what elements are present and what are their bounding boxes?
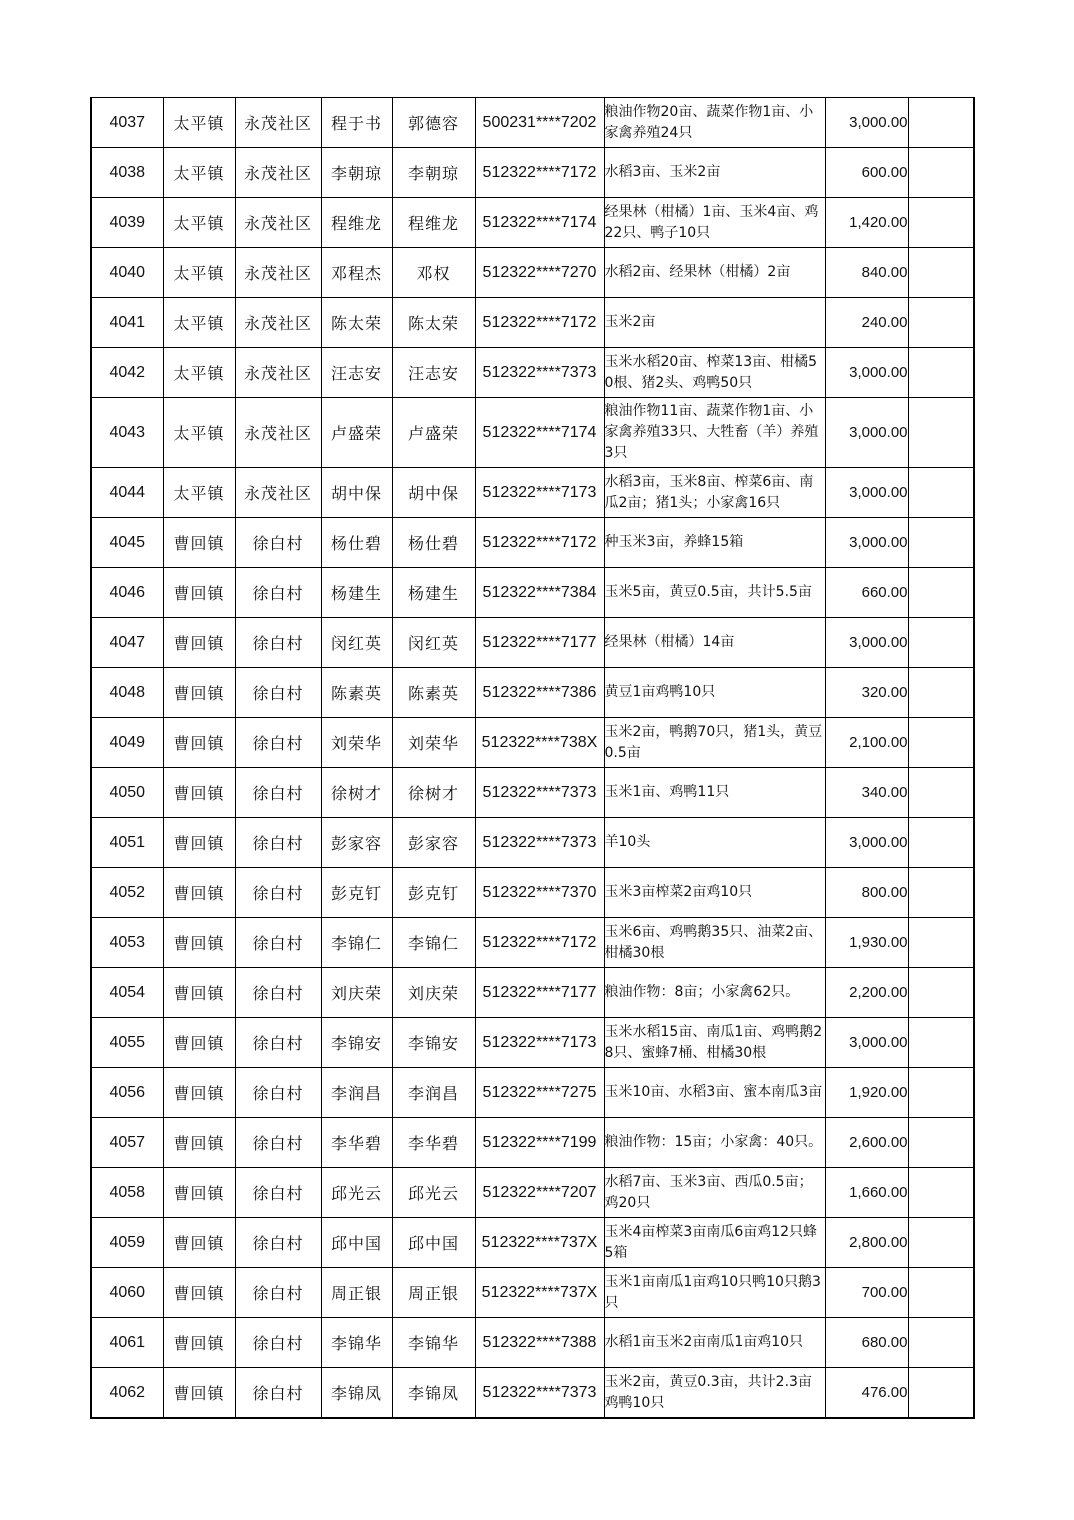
payee-cell: 徐树才 — [392, 768, 475, 818]
table-row — [91, 1118, 974, 1168]
payee-cell: 周正银 — [392, 1268, 475, 1318]
payee-cell: 李润昌 — [392, 1068, 475, 1118]
village-cell: 永茂社区 — [235, 468, 321, 518]
payee-cell: 胡中保 — [392, 468, 475, 518]
id-number-cell: 512322****7172 — [475, 518, 604, 568]
amount-cell: 340.00 — [825, 768, 908, 818]
town-cell: 曹回镇 — [163, 1118, 235, 1168]
town-cell: 曹回镇 — [163, 1318, 235, 1368]
description-cell: 粮油作物：8亩；小家禽62只。 — [604, 968, 825, 1018]
town-cell: 曹回镇 — [163, 518, 235, 568]
description-cell: 水稻1亩玉米2亩南瓜1亩鸡10只 — [604, 1318, 825, 1368]
payee-cell: 李锦安 — [392, 1018, 475, 1068]
subsidy-table — [90, 97, 975, 1419]
blank-cell — [908, 398, 974, 468]
description-cell: 玉米2亩 — [604, 298, 825, 348]
row-number: 4042 — [91, 348, 163, 398]
amount-cell: 3,000.00 — [825, 618, 908, 668]
row-number: 4057 — [91, 1118, 163, 1168]
row-number: 4038 — [91, 148, 163, 198]
table-row — [91, 618, 974, 668]
name-cell: 周正银 — [321, 1268, 392, 1318]
amount-cell: 1,420.00 — [825, 198, 908, 248]
name-cell: 刘庆荣 — [321, 968, 392, 1018]
name-cell: 陈太荣 — [321, 298, 392, 348]
description-cell: 羊10头 — [604, 818, 825, 868]
name-cell: 邓程杰 — [321, 248, 392, 298]
id-number-cell: 512322****738X — [475, 718, 604, 768]
town-cell: 太平镇 — [163, 468, 235, 518]
name-cell: 刘荣华 — [321, 718, 392, 768]
amount-cell: 840.00 — [825, 248, 908, 298]
description-cell: 玉米10亩、水稻3亩、蜜本南瓜3亩 — [604, 1068, 825, 1118]
description-cell: 玉米1亩、鸡鸭11只 — [604, 768, 825, 818]
table-row — [91, 668, 974, 718]
name-cell: 李锦凤 — [321, 1368, 392, 1419]
amount-cell: 476.00 — [825, 1368, 908, 1419]
id-number-cell: 512322****7172 — [475, 148, 604, 198]
id-number-cell: 512322****7275 — [475, 1068, 604, 1118]
town-cell: 曹回镇 — [163, 1268, 235, 1318]
payee-cell: 杨仕碧 — [392, 518, 475, 568]
table-row — [91, 718, 974, 768]
table-row — [91, 148, 974, 198]
village-cell: 永茂社区 — [235, 398, 321, 468]
payee-cell: 李锦凤 — [392, 1368, 475, 1419]
name-cell: 李锦仁 — [321, 918, 392, 968]
village-cell: 徐白村 — [235, 518, 321, 568]
name-cell: 卢盛荣 — [321, 398, 392, 468]
blank-cell — [908, 1118, 974, 1168]
name-cell: 杨仕碧 — [321, 518, 392, 568]
description-cell: 种玉米3亩，养蜂15箱 — [604, 518, 825, 568]
table-row — [91, 1018, 974, 1068]
table-row — [91, 98, 974, 148]
id-number-cell: 512322****7172 — [475, 918, 604, 968]
town-cell: 太平镇 — [163, 198, 235, 248]
payee-cell: 彭克钉 — [392, 868, 475, 918]
village-cell: 徐白村 — [235, 618, 321, 668]
village-cell: 徐白村 — [235, 918, 321, 968]
description-cell: 玉米水稻20亩、榨菜13亩、柑橘50根、猪2头、鸡鸭50只 — [604, 348, 825, 398]
description-cell: 水稻2亩、经果林（柑橘）2亩 — [604, 248, 825, 298]
description-cell: 粮油作物：15亩；小家禽：40只。 — [604, 1118, 825, 1168]
id-number-cell: 512322****7388 — [475, 1318, 604, 1368]
description-cell: 玉米5亩，黄豆0.5亩，共计5.5亩 — [604, 568, 825, 618]
row-number: 4049 — [91, 718, 163, 768]
payee-cell: 刘庆荣 — [392, 968, 475, 1018]
town-cell: 曹回镇 — [163, 1368, 235, 1419]
name-cell: 徐树才 — [321, 768, 392, 818]
amount-cell: 2,800.00 — [825, 1218, 908, 1268]
payee-cell: 汪志安 — [392, 348, 475, 398]
village-cell: 徐白村 — [235, 818, 321, 868]
amount-cell: 680.00 — [825, 1318, 908, 1368]
village-cell: 永茂社区 — [235, 98, 321, 148]
description-cell: 玉米2亩，鸭鹅70只，猪1头，黄豆0.5亩 — [604, 718, 825, 768]
table-row — [91, 1318, 974, 1368]
id-number-cell: 512322****7370 — [475, 868, 604, 918]
blank-cell — [908, 1368, 974, 1419]
name-cell: 程于书 — [321, 98, 392, 148]
village-cell: 徐白村 — [235, 668, 321, 718]
town-cell: 曹回镇 — [163, 918, 235, 968]
id-number-cell: 512322****7384 — [475, 568, 604, 618]
amount-cell: 3,000.00 — [825, 468, 908, 518]
name-cell: 陈素英 — [321, 668, 392, 718]
id-number-cell: 512322****7373 — [475, 1368, 604, 1419]
row-number: 4053 — [91, 918, 163, 968]
table-row — [91, 298, 974, 348]
name-cell: 李朝琼 — [321, 148, 392, 198]
town-cell: 太平镇 — [163, 348, 235, 398]
village-cell: 徐白村 — [235, 768, 321, 818]
blank-cell — [908, 668, 974, 718]
row-number: 4058 — [91, 1168, 163, 1218]
village-cell: 徐白村 — [235, 868, 321, 918]
row-number: 4056 — [91, 1068, 163, 1118]
village-cell: 永茂社区 — [235, 148, 321, 198]
amount-cell: 320.00 — [825, 668, 908, 718]
village-cell: 徐白村 — [235, 1118, 321, 1168]
town-cell: 曹回镇 — [163, 868, 235, 918]
row-number: 4037 — [91, 98, 163, 148]
name-cell: 李锦华 — [321, 1318, 392, 1368]
payee-cell: 陈素英 — [392, 668, 475, 718]
amount-cell: 3,000.00 — [825, 348, 908, 398]
id-number-cell: 512322****7199 — [475, 1118, 604, 1168]
description-cell: 水稻3亩，玉米8亩、榨菜6亩、南瓜2亩；猪1头；小家禽16只 — [604, 468, 825, 518]
id-number-cell: 512322****7177 — [475, 618, 604, 668]
id-number-cell: 512322****7270 — [475, 248, 604, 298]
table-row — [91, 968, 974, 1018]
amount-cell: 2,100.00 — [825, 718, 908, 768]
blank-cell — [908, 248, 974, 298]
id-number-cell: 512322****7172 — [475, 298, 604, 348]
payee-cell: 闵红英 — [392, 618, 475, 668]
row-number: 4039 — [91, 198, 163, 248]
town-cell: 太平镇 — [163, 398, 235, 468]
name-cell: 汪志安 — [321, 348, 392, 398]
town-cell: 曹回镇 — [163, 618, 235, 668]
description-cell: 玉米6亩、鸡鸭鹅35只、油菜2亩、柑橘30根 — [604, 918, 825, 968]
row-number: 4059 — [91, 1218, 163, 1268]
id-number-cell: 512322****7207 — [475, 1168, 604, 1218]
table-row — [91, 1218, 974, 1268]
table-row — [91, 568, 974, 618]
village-cell: 徐白村 — [235, 568, 321, 618]
table-row — [91, 348, 974, 398]
village-cell: 永茂社区 — [235, 198, 321, 248]
row-number: 4044 — [91, 468, 163, 518]
amount-cell: 2,200.00 — [825, 968, 908, 1018]
village-cell: 永茂社区 — [235, 298, 321, 348]
town-cell: 曹回镇 — [163, 668, 235, 718]
name-cell: 闵红英 — [321, 618, 392, 668]
row-number: 4052 — [91, 868, 163, 918]
town-cell: 曹回镇 — [163, 1218, 235, 1268]
blank-cell — [908, 1068, 974, 1118]
name-cell: 邱中国 — [321, 1218, 392, 1268]
payee-cell: 卢盛荣 — [392, 398, 475, 468]
town-cell: 太平镇 — [163, 148, 235, 198]
name-cell: 李锦安 — [321, 1018, 392, 1068]
id-number-cell: 512322****7373 — [475, 768, 604, 818]
blank-cell — [908, 348, 974, 398]
table-row — [91, 398, 974, 468]
table-row — [91, 768, 974, 818]
amount-cell: 1,660.00 — [825, 1168, 908, 1218]
blank-cell — [908, 868, 974, 918]
amount-cell: 660.00 — [825, 568, 908, 618]
town-cell: 曹回镇 — [163, 768, 235, 818]
payee-cell: 杨建生 — [392, 568, 475, 618]
name-cell: 胡中保 — [321, 468, 392, 518]
name-cell: 杨建生 — [321, 568, 392, 618]
id-number-cell: 512322****7174 — [475, 398, 604, 468]
village-cell: 徐白村 — [235, 1068, 321, 1118]
name-cell: 彭克钉 — [321, 868, 392, 918]
town-cell: 曹回镇 — [163, 1168, 235, 1218]
blank-cell — [908, 518, 974, 568]
town-cell: 太平镇 — [163, 98, 235, 148]
amount-cell: 3,000.00 — [825, 818, 908, 868]
blank-cell — [908, 718, 974, 768]
id-number-cell: 512322****7373 — [475, 348, 604, 398]
name-cell: 程维龙 — [321, 198, 392, 248]
table-row — [91, 918, 974, 968]
blank-cell — [908, 1268, 974, 1318]
blank-cell — [908, 568, 974, 618]
name-cell: 李润昌 — [321, 1068, 392, 1118]
town-cell: 曹回镇 — [163, 968, 235, 1018]
payee-cell: 彭家容 — [392, 818, 475, 868]
blank-cell — [908, 98, 974, 148]
table-row — [91, 248, 974, 298]
table-row — [91, 1268, 974, 1318]
amount-cell: 3,000.00 — [825, 98, 908, 148]
table-body — [91, 98, 974, 1419]
id-number-cell: 512322****7386 — [475, 668, 604, 718]
table-row — [91, 1068, 974, 1118]
town-cell: 曹回镇 — [163, 718, 235, 768]
payee-cell: 邱中国 — [392, 1218, 475, 1268]
row-number: 4062 — [91, 1368, 163, 1419]
payee-cell: 陈太荣 — [392, 298, 475, 348]
payee-cell: 郭德容 — [392, 98, 475, 148]
name-cell: 李华碧 — [321, 1118, 392, 1168]
description-cell: 粮油作物20亩、蔬菜作物1亩、小家禽养殖24只 — [604, 98, 825, 148]
amount-cell: 700.00 — [825, 1268, 908, 1318]
row-number: 4050 — [91, 768, 163, 818]
amount-cell: 3,000.00 — [825, 1018, 908, 1068]
blank-cell — [908, 1218, 974, 1268]
town-cell: 曹回镇 — [163, 818, 235, 868]
payee-cell: 程维龙 — [392, 198, 475, 248]
blank-cell — [908, 618, 974, 668]
description-cell: 水稻3亩、玉米2亩 — [604, 148, 825, 198]
table-row — [91, 868, 974, 918]
id-number-cell: 512322****7177 — [475, 968, 604, 1018]
name-cell: 彭家容 — [321, 818, 392, 868]
town-cell: 曹回镇 — [163, 1068, 235, 1118]
amount-cell: 240.00 — [825, 298, 908, 348]
row-number: 4046 — [91, 568, 163, 618]
village-cell: 徐白村 — [235, 1368, 321, 1419]
payee-cell: 李朝琼 — [392, 148, 475, 198]
blank-cell — [908, 768, 974, 818]
id-number-cell: 512322****7173 — [475, 1018, 604, 1068]
town-cell: 太平镇 — [163, 298, 235, 348]
blank-cell — [908, 468, 974, 518]
description-cell: 经果林（柑橘）14亩 — [604, 618, 825, 668]
table-row — [91, 198, 974, 248]
blank-cell — [908, 148, 974, 198]
village-cell: 永茂社区 — [235, 348, 321, 398]
payee-cell: 邱光云 — [392, 1168, 475, 1218]
blank-cell — [908, 298, 974, 348]
row-number: 4047 — [91, 618, 163, 668]
payee-cell: 邓权 — [392, 248, 475, 298]
amount-cell: 600.00 — [825, 148, 908, 198]
amount-cell: 1,930.00 — [825, 918, 908, 968]
village-cell: 徐白村 — [235, 1268, 321, 1318]
row-number: 4055 — [91, 1018, 163, 1068]
id-number-cell: 500231****7202 — [475, 98, 604, 148]
row-number: 4061 — [91, 1318, 163, 1368]
amount-cell: 3,000.00 — [825, 398, 908, 468]
village-cell: 徐白村 — [235, 718, 321, 768]
amount-cell: 800.00 — [825, 868, 908, 918]
town-cell: 曹回镇 — [163, 568, 235, 618]
village-cell: 徐白村 — [235, 1218, 321, 1268]
description-cell: 经果林（柑橘）1亩、玉米4亩、鸡22只、鸭子10只 — [604, 198, 825, 248]
table-row — [91, 818, 974, 868]
blank-cell — [908, 1168, 974, 1218]
village-cell: 徐白村 — [235, 968, 321, 1018]
blank-cell — [908, 918, 974, 968]
payee-cell: 李锦仁 — [392, 918, 475, 968]
amount-cell: 3,000.00 — [825, 518, 908, 568]
description-cell: 玉米4亩榨菜3亩南瓜6亩鸡12只蜂5箱 — [604, 1218, 825, 1268]
description-cell: 玉米水稻15亩、南瓜1亩、鸡鸭鹅28只、蜜蜂7桶、柑橘30根 — [604, 1018, 825, 1068]
id-number-cell: 512322****737X — [475, 1268, 604, 1318]
id-number-cell: 512322****7373 — [475, 818, 604, 868]
table-row — [91, 518, 974, 568]
row-number: 4054 — [91, 968, 163, 1018]
village-cell: 永茂社区 — [235, 248, 321, 298]
row-number: 4060 — [91, 1268, 163, 1318]
blank-cell — [908, 818, 974, 868]
description-cell: 玉米2亩，黄豆0.3亩，共计2.3亩鸡鸭10只 — [604, 1368, 825, 1419]
row-number: 4041 — [91, 298, 163, 348]
description-cell: 粮油作物11亩、蔬菜作物1亩、小家禽养殖33只、大牲畜（羊）养殖3只 — [604, 398, 825, 468]
table-row — [91, 1168, 974, 1218]
town-cell: 曹回镇 — [163, 1018, 235, 1068]
row-number: 4051 — [91, 818, 163, 868]
payee-cell: 刘荣华 — [392, 718, 475, 768]
row-number: 4045 — [91, 518, 163, 568]
blank-cell — [908, 1318, 974, 1368]
payee-cell: 李锦华 — [392, 1318, 475, 1368]
blank-cell — [908, 968, 974, 1018]
amount-cell: 1,920.00 — [825, 1068, 908, 1118]
description-cell: 玉米3亩榨菜2亩鸡10只 — [604, 868, 825, 918]
row-number: 4048 — [91, 668, 163, 718]
amount-cell: 2,600.00 — [825, 1118, 908, 1168]
table-row — [91, 1368, 974, 1419]
village-cell: 徐白村 — [235, 1018, 321, 1068]
row-number: 4040 — [91, 248, 163, 298]
description-cell: 黄豆1亩鸡鸭10只 — [604, 668, 825, 718]
town-cell: 太平镇 — [163, 248, 235, 298]
id-number-cell: 512322****737X — [475, 1218, 604, 1268]
description-cell: 玉米1亩南瓜1亩鸡10只鸭10只鹅3只 — [604, 1268, 825, 1318]
payee-cell: 李华碧 — [392, 1118, 475, 1168]
village-cell: 徐白村 — [235, 1168, 321, 1218]
description-cell: 水稻7亩、玉米3亩、西瓜0.5亩；鸡20只 — [604, 1168, 825, 1218]
row-number: 4043 — [91, 398, 163, 468]
blank-cell — [908, 198, 974, 248]
id-number-cell: 512322****7173 — [475, 468, 604, 518]
blank-cell — [908, 1018, 974, 1068]
id-number-cell: 512322****7174 — [475, 198, 604, 248]
name-cell: 邱光云 — [321, 1168, 392, 1218]
village-cell: 徐白村 — [235, 1318, 321, 1368]
table-row — [91, 468, 974, 518]
